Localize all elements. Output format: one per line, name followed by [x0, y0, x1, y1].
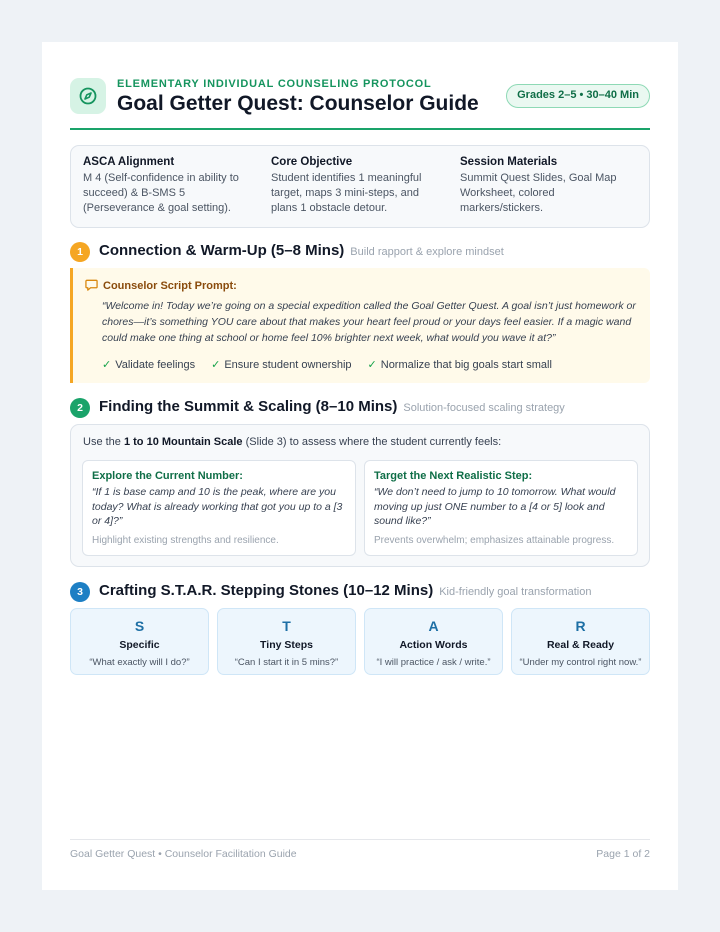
footer-divider: [70, 839, 650, 840]
section-3-header: [70, 581, 650, 603]
check-icon: ✓: [367, 359, 377, 371]
document-page: [42, 42, 678, 890]
scaling-card-next-step: [364, 460, 638, 556]
header-divider: [70, 128, 650, 130]
scaling-intro: [83, 436, 501, 448]
script-quote: “Welcome in! Today we’re going on a special expedition called the Goal Getter Quest. A goal isn’t just homework or chores—it’s something YOU care about that makes your heart feel proud or your days feel easier. If a magic wand could make one thing at school or home feel 10% brighter next week, what would you wave it at?”: [102, 300, 636, 344]
check-item-label: Ensure student ownership: [224, 359, 352, 371]
star-name: Real & Ready: [546, 639, 615, 651]
grade-time-badge: Grades 2–5 • 30–40 Min: [506, 84, 650, 108]
check-item: [211, 358, 351, 371]
document-eyebrow: ELEMENTARY INDIVIDUAL COUNSELING PROTOCOL: [117, 78, 432, 90]
card-quote: “If 1 is base camp and 10 is the peak, where are you today? What is already working that got you up to a [3 or 4]?”: [92, 486, 343, 527]
scaling-card-current: [82, 460, 356, 556]
star-letter: S: [134, 618, 145, 634]
star-example: “I will practice / ask / write.”: [376, 657, 491, 668]
intro-text: (Slide 3) to assess where the student currently feels:: [242, 436, 502, 448]
check-icon: ✓: [102, 359, 112, 371]
section-title: [99, 582, 591, 599]
star-letter: T: [282, 618, 291, 634]
document-title: Goal Getter Quest: Counselor Guide: [117, 92, 479, 115]
card-title: Target the Next Realistic Step:: [374, 470, 533, 482]
star-letter: A: [428, 618, 439, 634]
star-letter: R: [575, 618, 586, 634]
info-summary-box: [70, 145, 650, 228]
star-name: Specific: [119, 639, 160, 651]
check-item: [102, 358, 195, 371]
info-heading: Session Materials: [460, 156, 558, 168]
footer-title: Goal Getter Quest • Counselor Facilitation Guide: [70, 848, 297, 860]
info-heading: Core Objective: [271, 156, 353, 168]
section-title-text: Connection & Warm-Up (5–8 Mins): [99, 242, 345, 259]
star-name: Action Words: [399, 639, 468, 651]
section-title: [99, 398, 565, 415]
check-icon: ✓: [211, 359, 221, 371]
counselor-script-callout: [70, 268, 650, 383]
star-card-tiny-steps: [217, 608, 356, 675]
info-heading: ASCA Alignment: [83, 156, 175, 168]
section-number: 3: [70, 582, 90, 602]
section-subtitle: Kid-friendly goal transformation: [439, 586, 592, 598]
page-number: Page 1 of 2: [596, 848, 650, 860]
info-asca-alignment: [83, 156, 253, 216]
card-note: Prevents overwhelm; emphasizes attainable progress.: [374, 535, 615, 546]
check-item-label: Validate feelings: [115, 359, 196, 371]
star-example: “Under my control right now.”: [519, 657, 642, 668]
section-title-text: Finding the Summit & Scaling (8–10 Mins): [99, 398, 398, 415]
info-text: Summit Quest Slides, Goal Map Worksheet, colored markers/stickers.: [460, 172, 617, 214]
script-checklist: [102, 358, 552, 371]
script-label: [85, 278, 237, 294]
card-quote: “We don’t need to jump to 10 tomorrow. What would moving up just ONE number to a [4 or 5] look and sound like?”: [374, 486, 616, 527]
intro-emphasis: 1 to 10 Mountain Scale: [123, 436, 243, 448]
section-number: 1: [70, 242, 90, 262]
section-2-header: [70, 397, 650, 419]
star-name: Tiny Steps: [260, 639, 313, 651]
compass-icon: [70, 78, 106, 114]
section-number: 2: [70, 398, 90, 418]
section-1-header: [70, 241, 650, 263]
section-subtitle: Build rapport & explore mindset: [350, 246, 504, 258]
check-item-label: Normalize that big goals start small: [380, 359, 552, 371]
intro-text: Use the: [83, 436, 124, 448]
info-core-objective: [271, 156, 443, 216]
section-title: [99, 242, 504, 259]
scaling-box: [70, 424, 650, 567]
card-note: Highlight existing strengths and resilience.: [92, 535, 279, 546]
info-session-materials: [460, 156, 640, 216]
section-subtitle: Solution-focused scaling strategy: [403, 402, 565, 414]
star-card-action-words: [364, 608, 503, 675]
info-text: Student identifies 1 meaningful target, maps 3 mini-steps, and plans 1 obstacle detour.: [271, 172, 422, 214]
star-card-real-ready: [511, 608, 650, 675]
section-title-text: Crafting S.T.A.R. Stepping Stones (10–12 Mins): [99, 582, 434, 599]
card-title: Explore the Current Number:: [92, 470, 243, 482]
info-text: M 4 (Self-confidence in ability to succeed) & B-SMS 5 (Perseverance & goal setting).: [83, 172, 239, 214]
check-item: [368, 358, 552, 371]
chat-bubble-icon: [85, 278, 98, 294]
document-header: [70, 76, 650, 130]
script-label-text: Counselor Script Prompt:: [103, 280, 237, 292]
star-card-specific: [70, 608, 209, 675]
star-example: “Can I start it in 5 mins?”: [234, 657, 339, 668]
star-example: “What exactly will I do?”: [89, 657, 190, 668]
